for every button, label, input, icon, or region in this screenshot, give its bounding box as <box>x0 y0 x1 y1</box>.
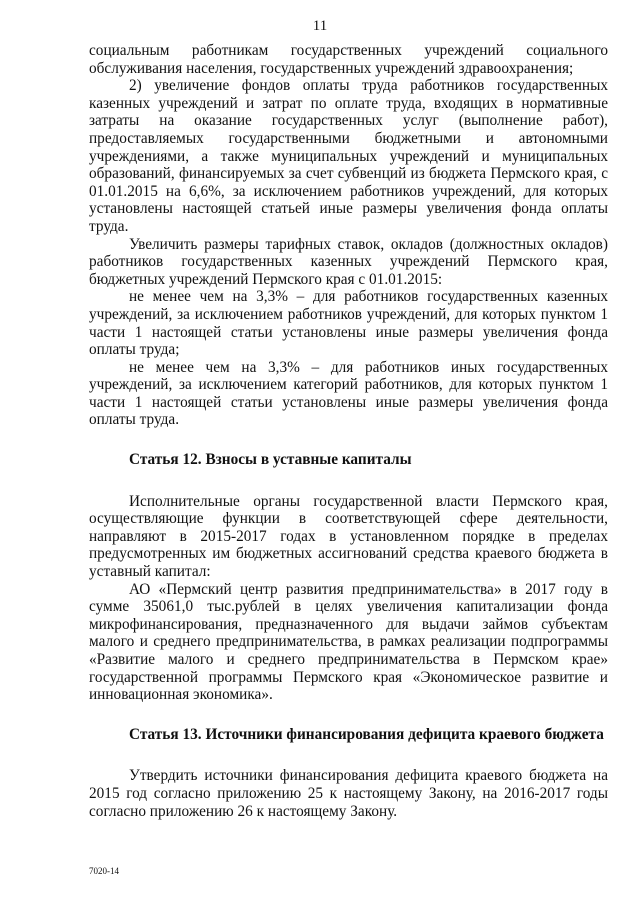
document-body <box>89 42 608 820</box>
paragraph-social-workers: социальным работникам государственных учреждений социального обслуживания населения, государственных учреждений здравоохранения; <box>89 42 608 77</box>
article-12-paragraph-2: АО «Пермский центр развития предпринимательства» в 2017 году в сумме 35061,0 тыс.рублей в целях увеличения капитализации фонда микрофинансирования, предназначенного для выдачи займов субъектам малого и среднего предпринимательства, в рамках реализации подпрограммы «Развитие малого и среднего предпринимательства в Пермском крае» государственной программы Пермского края «Экономическое развитие и инновационная экономика». <box>89 580 608 704</box>
page-number: 11 <box>312 18 328 34</box>
article-12-paragraph-1: Исполнительные органы государственной власти Пермского края, осуществляющие функции в соответствующей сфере деятельности, направляют в 2015-2017 годах в установленном порядке в пределах предусмотренных им бюджетных ассигнований средства краевого бюджета в уставный капитал: <box>89 492 608 581</box>
article-13-heading: Статья 13. Источники финансирования дефицита краевого бюджета <box>129 725 604 743</box>
paragraph-payroll-increase: 2) увеличение фондов оплаты труда работников государственных казенных учреждений и затрат по оплате труда, входящих в нормативные затраты на оказание государственных услуг (выполнение работ), предоставляемых государственными бюджетными и автономными учреждениями, а также муниципальных учреждений и муниципальных образований, финансируемых за счет субвенций из бюджета Пермского края, с 01.01.2015 на 6,6%, за исключением работников учреждений, для которых установлены настоящей статьей иные размеры увеличения фонда оплаты труда. <box>89 77 608 235</box>
paragraph-tariff-rates: Увеличить размеры тарифных ставок, окладов (должностных окладов) работников государственных казенных учреждений Пермского края, бюджетных учреждений Пермского края с 01.01.2015: <box>89 235 608 288</box>
article-12-heading: Статья 12. Взносы в уставные капиталы <box>129 451 412 469</box>
paragraph-other-institutions: не менее чем на 3,3% – для работников иных государственных учреждений, за исключением категорий работников, для которых пунктом 1 части 1 настоящей статьи установлены иные размеры увеличения фонда оплаты труда. <box>89 358 608 429</box>
document-code: 7020-14 <box>89 866 119 876</box>
article-13-paragraph-1: Утвердить источники финансирования дефицита краевого бюджета на 2015 год согласно приложению 25 к настоящему Закону, на 2016-2017 годы согласно приложению 26 к настоящему Закону. <box>89 767 608 820</box>
paragraph-state-institutions: не менее чем на 3,3% – для работников государственных казенных учреждений, за исключением работников учреждений, для которых пунктом 1 части 1 настоящей статьи установлены иные размеры увеличения фонда оплаты труда; <box>89 288 608 359</box>
